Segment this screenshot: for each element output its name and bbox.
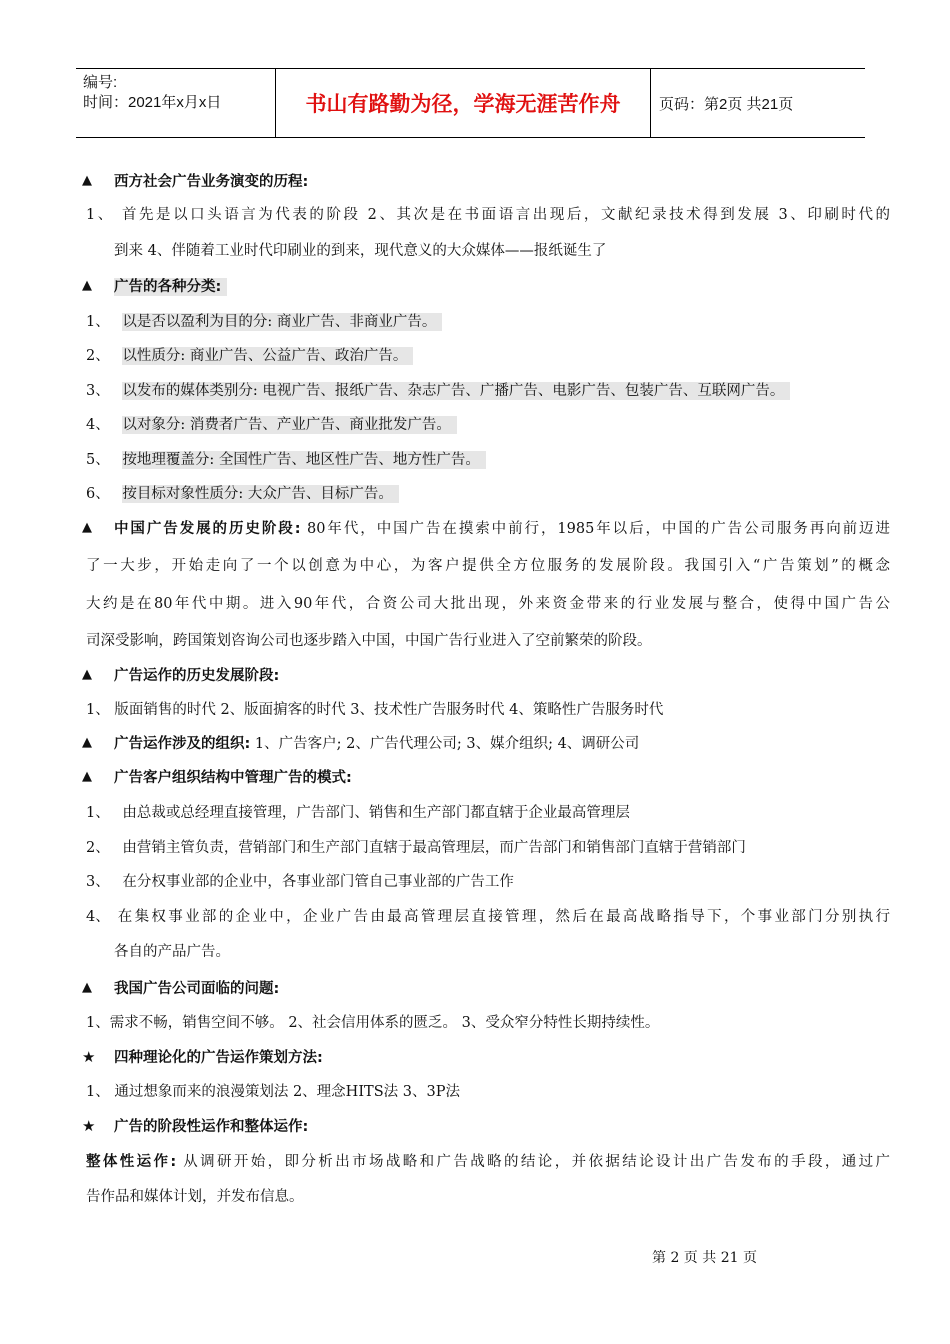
section-heading: 广告的各种分类: <box>114 278 227 296</box>
list-item <box>86 803 630 823</box>
paragraph-line: 司深受影响，跨国策划咨询公司也逐步踏入中国，中国广告行业进入了空前繁荣的阶段。 <box>86 633 652 649</box>
list-item <box>86 450 486 470</box>
section-heading: 广告运作涉及的组织: <box>114 736 251 752</box>
list-item-text: 按目标对象性质分: 大众广告、目标广告。 <box>122 485 399 503</box>
page-header <box>76 68 865 138</box>
section-heading: 中国广告发展的历史阶段: <box>114 521 301 537</box>
list-item-number: 4、 <box>86 417 110 433</box>
paragraph-line <box>114 519 890 539</box>
paragraph-text: 80年代，中国广告在摸索中前行，1985年以后，中国的广告公司服务再向前迈进 <box>300 521 890 537</box>
list-item-text: 以性质分: 商业广告、公益广告、政治广告。 <box>122 347 413 365</box>
header-info <box>76 69 276 137</box>
list-item <box>86 872 514 892</box>
triangle-bullet-icon: ▲ <box>82 667 92 682</box>
list-item <box>86 415 457 435</box>
list-item-text: 在分权事业部的企业中，各事业部门管自己事业部的广告工作 <box>122 874 514 890</box>
paragraph-line: 各自的产品广告。 <box>114 944 230 960</box>
list-item-number: 4、 <box>86 909 110 925</box>
star-bullet-icon: ★ <box>82 1048 96 1066</box>
list-item-number: 1、 <box>86 805 110 821</box>
header-motto: 书山有路勤为径，学海无涯苦作舟 <box>276 69 651 137</box>
list-item-number: 2、 <box>86 348 110 364</box>
list-item-number: 2、 <box>86 840 110 856</box>
paragraph-line: 1、需求不畅，销售空间不够。 2、社会信用体系的匮乏。 3、受众窄分特性长期持续性。 <box>86 1015 660 1031</box>
triangle-bullet-icon: ▲ <box>82 769 92 784</box>
list-item-text: 由总裁或总经理直接管理，广告部门、销售和生产部门都直辖于企业最高管理层 <box>122 805 630 821</box>
paragraph-line: 大约是在80年代中期。进入90年代，合资公司大批出现，外来资金带来的行业发展与整合，使得中国广告公 <box>86 596 890 612</box>
paragraph-text: 1、广告客户; 2、广告代理公司; 3、媒介组织; 4、调研公司 <box>250 736 640 752</box>
section-heading: 广告客户组织结构中管理广告的模式: <box>114 770 352 786</box>
page-footer: 第 2 页 共 21 页 <box>652 1250 757 1266</box>
paragraph-text: 从调研开始，即分析出市场战略和广告战略的结论，并依据结论设计出广告发布的手段，通过广 <box>176 1154 890 1170</box>
list-item-text: 按地理覆盖分: 全国性广告、地区性广告、地方性广告。 <box>122 451 486 469</box>
paragraph-line: 到来 4、伴随着工业时代印刷业的到来，现代意义的大众媒体——报纸诞生了 <box>114 243 607 259</box>
triangle-bullet-icon: ▲ <box>82 980 92 995</box>
star-bullet-icon: ★ <box>82 1117 96 1135</box>
list-item <box>86 346 413 366</box>
section-heading: 广告运作的历史发展阶段: <box>114 668 280 684</box>
triangle-bullet-icon: ▲ <box>82 173 92 188</box>
list-item <box>86 312 442 332</box>
paragraph-line: 告作品和媒体计划，并发布信息。 <box>86 1189 304 1205</box>
list-item-text: 由营销主管负责，营销部门和生产部门直辖于最高管理层，而广告部门和销售部门直辖于营销部门 <box>122 840 746 856</box>
section-heading: 西方社会广告业务演变的历程: <box>114 174 309 190</box>
list-item-number: 3、 <box>86 383 110 399</box>
document-number-label: 编号: <box>83 74 118 91</box>
triangle-bullet-icon: ▲ <box>82 520 92 535</box>
section-heading: 四种理论化的广告运作策划方法: <box>114 1050 323 1066</box>
list-item-text: 以是否以盈利为目的分: 商业广告、非商业广告。 <box>122 313 442 331</box>
document-time-label: 时间：2021年x月x日 <box>83 94 222 111</box>
list-item-number: 1、 <box>86 314 110 330</box>
list-item <box>86 907 890 927</box>
list-item-number: 6、 <box>86 486 110 502</box>
triangle-bullet-icon: ▲ <box>82 278 92 293</box>
paragraph-line: 了一大步，开始走向了一个以创意为中心，为客户提供全方位服务的发展阶段。我国引入“广告策划”的概念 <box>86 558 890 574</box>
list-item <box>86 838 746 858</box>
header-page-label: 页码：第2页 共21页 <box>659 95 794 113</box>
list-item <box>86 381 790 401</box>
paragraph-line <box>86 1152 890 1172</box>
list-item <box>86 484 399 504</box>
paragraph-line: 1、 首先是以口头语言为代表的阶段 2、其次是在书面语言出现后，文献纪录技术得到发展 3、印刷时代的 <box>86 207 890 223</box>
subsection-heading: 整体性运作: <box>86 1154 177 1170</box>
list-item-text: 在集权事业部的企业中，企业广告由最高管理层直接管理，然后在最高战略指导下，个事业部门分别执行 <box>117 909 890 925</box>
section-heading: 我国广告公司面临的问题: <box>114 981 280 997</box>
list-item-text: 以对象分: 消费者广告、产业广告、商业批发广告。 <box>122 416 457 434</box>
list-item-text: 以发布的媒体类别分: 电视广告、报纸广告、杂志广告、广播广告、电影广告、包装广告、互联网广告。 <box>122 382 790 400</box>
list-item-number: 3、 <box>86 874 110 890</box>
list-item-number: 5、 <box>86 452 110 468</box>
paragraph-line: 1、 版面销售的时代 2、版面掮客的时代 3、技术性广告服务时代 4、策略性广告服务时代 <box>86 702 664 718</box>
paragraph-line: 1、 通过想象而来的浪漫策划法 2、理念HITS法 3、3P法 <box>86 1084 460 1100</box>
section-heading: 广告的阶段性运作和整体运作: <box>114 1119 309 1135</box>
triangle-bullet-icon: ▲ <box>82 735 92 750</box>
paragraph-line <box>114 734 639 754</box>
